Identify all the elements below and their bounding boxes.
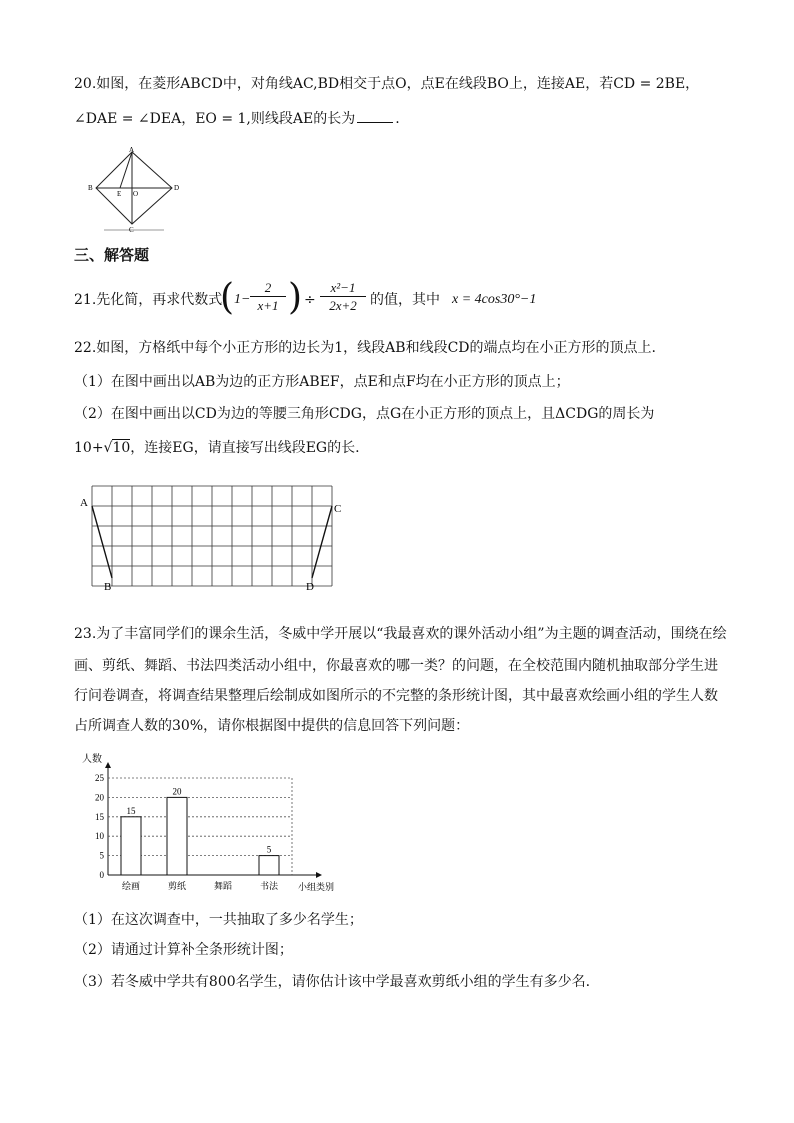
q20-line2 <box>74 108 400 129</box>
q20-line2-text: ∠DAE = ∠DEA，EO = 1,则线段AE的长为 <box>74 111 356 127</box>
label-d: D <box>306 581 314 593</box>
fraction1-den: x+1 <box>257 298 279 313</box>
sqrt-radicand: 10 <box>112 440 131 456</box>
fraction1 <box>250 280 286 315</box>
fig-label-e: E <box>117 190 122 198</box>
bar <box>167 797 187 875</box>
q22-line4-pre: 10+ <box>74 440 104 456</box>
q22-line3: （2）在图中画出以CD为边的等腰三角形CDG，点G在小正方形的顶点上，且ΔCDG的周长为 <box>74 406 655 422</box>
rhombus-figure <box>84 144 194 236</box>
category-label: 绘画 <box>121 881 141 891</box>
q21-prefix: 21.先化简，再求代数式 <box>74 292 223 308</box>
y-axis-label: 人数 <box>82 754 102 765</box>
q20-line2-end: . <box>395 111 400 127</box>
q22-line1: 22.如图，方格纸中每个小正方形的边长为1，线段AB和线段CD的端点均在小正方形的顶点上. <box>74 340 656 356</box>
fraction2-den: 2x+2 <box>329 298 357 313</box>
label-a: A <box>80 497 88 509</box>
fraction2-num: x²−1 <box>320 280 366 297</box>
q23-sub3: （3）若冬威中学共有800名学生，请你估计该中学最喜欢剪纸小组的学生有多少名. <box>74 974 591 990</box>
right-paren: ) <box>288 277 303 318</box>
fig-label-b: B <box>88 184 93 192</box>
bar <box>259 856 279 875</box>
fig-label-o: O <box>133 190 139 198</box>
fraction1-num: 2 <box>250 280 286 297</box>
q22-line4 <box>74 438 360 458</box>
label-b: B <box>104 581 112 593</box>
q23-line1: 23.为了丰富同学们的课余生活，冬威中学开展以“我最喜欢的课外活动小组”为主题的调查活动，围绕在绘 <box>74 626 727 642</box>
bar-value-label: 15 <box>126 805 136 816</box>
category-label: 剪纸 <box>167 881 187 891</box>
bar <box>121 817 141 875</box>
category-label: 书法 <box>259 881 279 891</box>
q20-line1: 20.如图，在菱形ABCD中，对角线AC,BD相交于点O，点E在线段BO上，连接AE，若CD = 2BE， <box>74 76 700 92</box>
x-axis-label: 小组类别 <box>298 882 335 892</box>
q21-div: ÷ <box>304 292 316 308</box>
q22-line2: （1）在图中画出以AB为边的正方形ABEF，点E和点F均在小正方形的顶点上； <box>74 374 570 390</box>
left-paren: ( <box>220 277 235 318</box>
x-axis-arrow <box>316 872 322 878</box>
q23-sub2: （2）请通过计算补全条形统计图； <box>74 942 293 958</box>
y-tick-label: 25 <box>95 773 104 783</box>
q23-line3: 行问卷调查，将调查结果整理后绘制成如图所示的不完整的条形统计图，其中最喜欢绘画小组的学生人数 <box>74 688 718 704</box>
y-tick-label: 0 <box>99 870 104 880</box>
category-label: 舞蹈 <box>213 881 233 891</box>
fig-label-d: D <box>174 184 180 192</box>
y-tick-label: 10 <box>95 831 104 842</box>
y-tick-label: 15 <box>95 811 104 822</box>
q21-suffix: 的值，其中 <box>370 292 440 308</box>
q23-sub1: （1）在这次调查中，一共抽取了多少名学生； <box>74 912 363 928</box>
fraction2 <box>320 280 366 315</box>
label-c: C <box>334 503 342 515</box>
y-tick-label: 20 <box>95 792 104 803</box>
q23-line4: 占所调查人数的30%，请你根据图中提供的信息回答下列问题： <box>74 718 470 734</box>
answer-blank <box>357 108 393 123</box>
q23-line2: 画、剪纸、舞蹈、书法四类活动小组中，你最喜欢的哪一类？的问题，在全校范围内随机抽取部分学生进 <box>74 658 718 674</box>
bar-value-label: 20 <box>172 786 182 797</box>
segment-cd <box>312 506 332 578</box>
q22-line4-post: ，连接EG，请直接写出线段EG的长. <box>130 440 360 456</box>
bar-value-label: 5 <box>266 844 272 855</box>
y-tick-label: 5 <box>99 850 104 861</box>
q21-condition: x = 4cos30°−1 <box>452 292 537 307</box>
grid-figure <box>76 476 352 606</box>
sqrt-sign: √ <box>103 440 113 456</box>
section-title: 三、解答题 <box>74 246 150 264</box>
fig-label-a: A <box>129 146 135 154</box>
segment-ab <box>92 506 112 578</box>
q21-one-minus: 1− <box>234 292 251 307</box>
fig-label-c: C <box>129 226 134 234</box>
y-axis-arrow <box>105 762 111 768</box>
bar-chart <box>80 750 360 900</box>
